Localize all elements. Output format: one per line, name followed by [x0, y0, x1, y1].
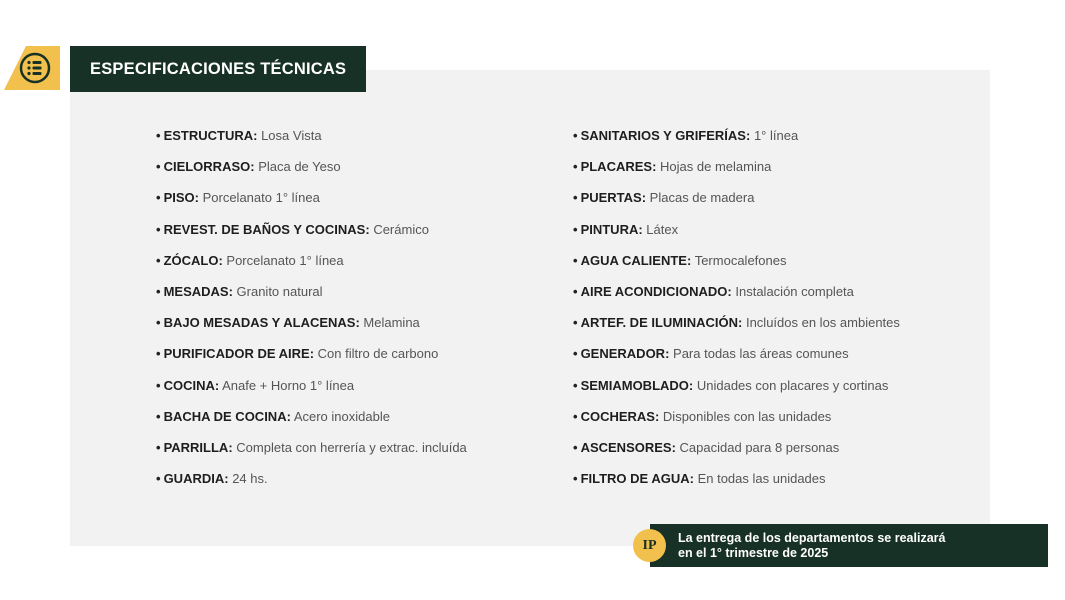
specs-list-left: [156, 125, 467, 499]
list-item: • ASCENSORES: Capacidad para 8 personas: [573, 439, 840, 455]
list-item: • ESTRUCTURA: Losa Vista: [156, 128, 322, 143]
delivery-banner: [650, 524, 1048, 567]
list-item: • SEMIAMOBLADO: Unidades con placares y cortinas: [573, 377, 889, 393]
list-item: • PURIFICADOR DE AIRE: Con filtro de carbono: [156, 346, 439, 362]
list-item: • REVEST. DE BAÑOS Y COCINAS: Cerámico: [156, 221, 429, 237]
list-item: • PUERTAS: Placas de madera: [573, 190, 755, 206]
list-item: • AGUA CALIENTE: Termocalefones: [573, 252, 787, 268]
page-title: ESPECIFICACIONES TÉCNICAS: [70, 46, 366, 92]
list-item: • PINTURA: Látex: [573, 221, 679, 237]
list-item: • MESADAS: Granito natural: [156, 283, 323, 299]
delivery-line-2: en el 1° trimestre de 2025: [678, 546, 829, 560]
list-item: • COCHERAS: Disponibles con las unidades: [573, 408, 832, 424]
list-item: • GUARDIA: 24 hs.: [156, 471, 268, 487]
list-item: • GENERADOR: Para todas las áreas comunes: [573, 346, 849, 362]
list-item: • BACHA DE COCINA: Acero inoxidable: [156, 408, 390, 424]
list-item: • ARTEF. DE ILUMINACIÓN: Incluídos en los ambientes: [573, 315, 900, 331]
list-item: • FILTRO DE AGUA: En todas las unidades: [573, 471, 826, 487]
list-item: • BAJO MESADAS Y ALACENAS: Melamina: [156, 315, 420, 331]
list-item: • PARRILLA: Completa con herrería y extrac. incluída: [156, 439, 467, 455]
list-item: • PLACARES: Hojas de melamina: [573, 159, 772, 175]
specs-list-right: [573, 125, 900, 499]
list-item: • ZÓCALO: Porcelanato 1° línea: [156, 252, 344, 268]
list-icon: [4, 46, 60, 90]
list-item: • SANITARIOS Y GRIFERÍAS: 1° línea: [573, 128, 799, 143]
brand-logo-icon: IP: [633, 529, 666, 562]
list-item: • CIELORRASO: Placa de Yeso: [156, 159, 341, 175]
delivery-line-1: La entrega de los departamentos se realizará: [678, 531, 946, 545]
list-item: • AIRE ACONDICIONADO: Instalación completa: [573, 283, 854, 299]
list-item: • COCINA: Anafe + Horno 1° línea: [156, 377, 355, 393]
list-item: • PISO: Porcelanato 1° línea: [156, 190, 320, 206]
